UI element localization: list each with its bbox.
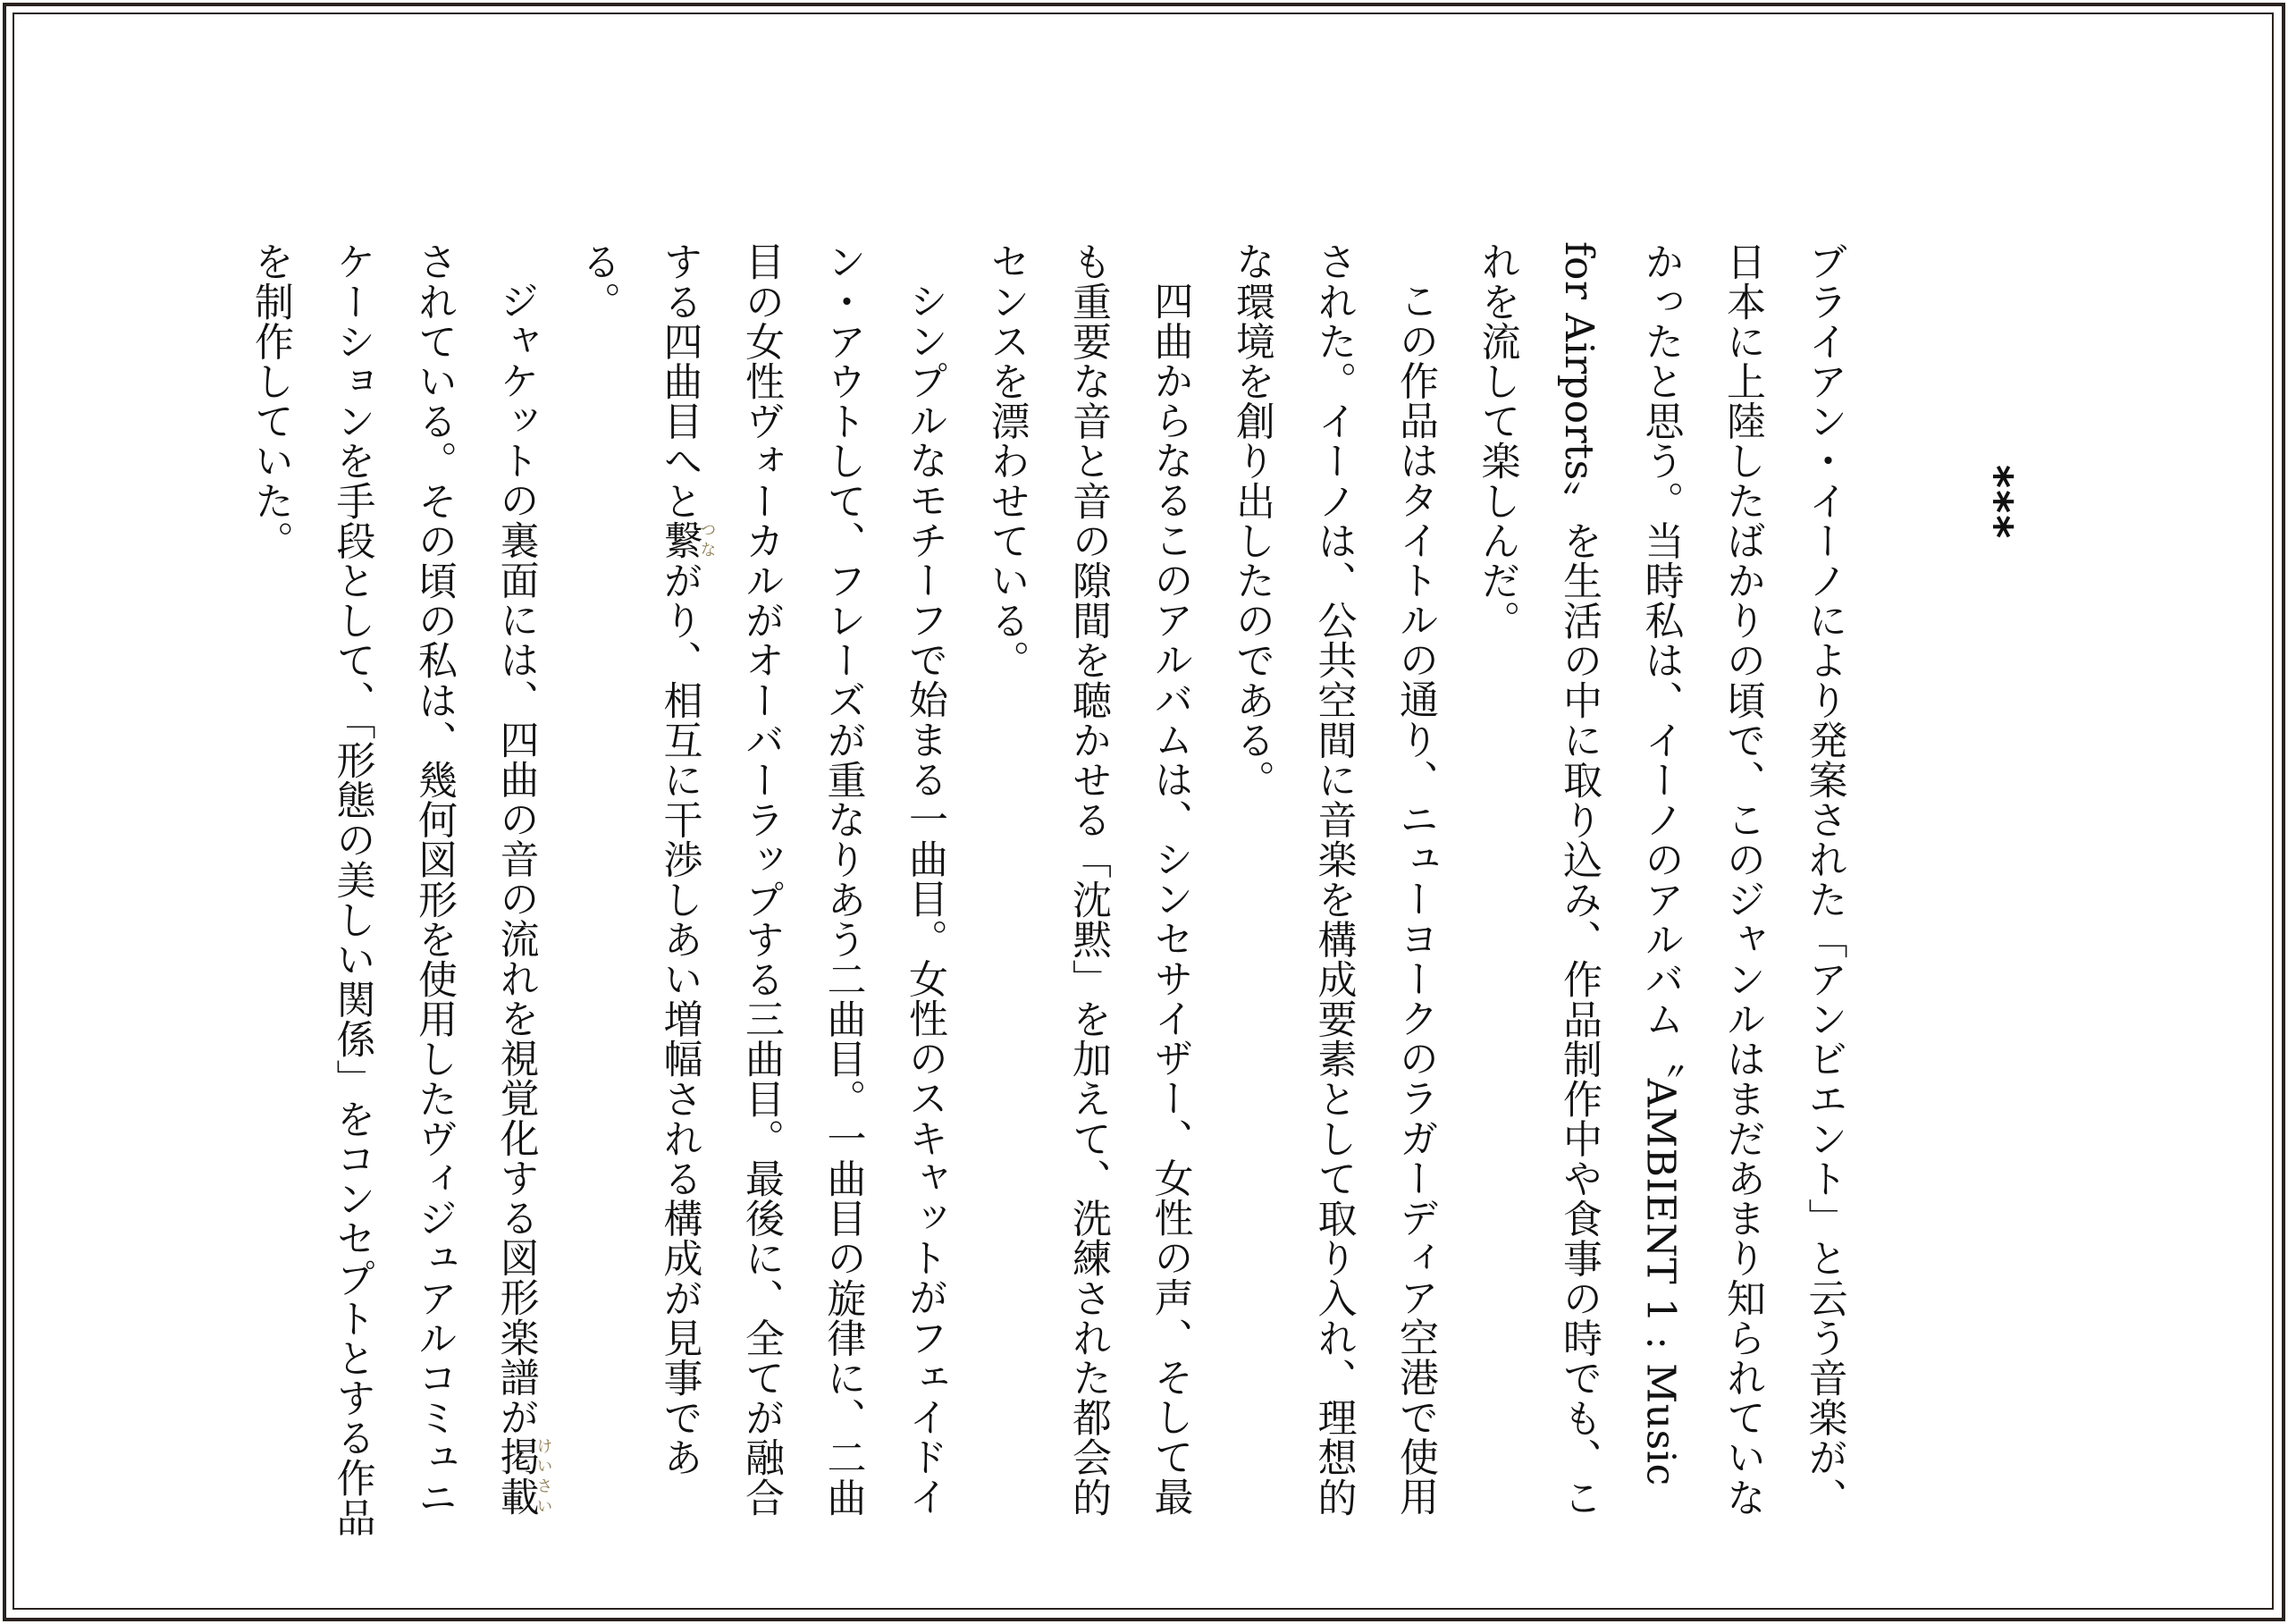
paragraph-text: シンプルなモチーフで始まる一曲目。女性のスキャットがフェイドイン・アウトして、フレーズが重なりあう二曲目。一曲目の旋律に、二曲目の女性ヴォーカルがオーバーラップする三曲目。最後に、全てが融合する四曲目へと [656, 241, 947, 1518]
vertical-text-body [248, 241, 2036, 1537]
body-paragraph [965, 241, 1211, 1537]
body-paragraph [1456, 241, 1865, 1537]
ruby-reading: つな [697, 520, 717, 560]
paragraph-text: この作品はタイトルの通り、ニューヨークのラガーディア空港で使用された。イーノは、公共空間に音楽を構成要素として取り入れ、理想的な環境を創り出したのである。 [1229, 241, 1438, 1518]
paragraph-text: がり、相互に干渉しあい増幅される構成が見事である。 [575, 241, 702, 1477]
body-paragraph [557, 241, 966, 1537]
paragraph-text: 四曲からなるこのアルバムは、シンセサイザー、女性の声、そして最も重要な音と音の隙間を聴かせる「沈黙」を加えて、洗練された都会的センスを漂わせている。 [983, 241, 1193, 1518]
ruby-reading: けいさい [534, 1436, 553, 1517]
ruby-word: 繋つな [656, 520, 717, 560]
body-paragraph [230, 241, 557, 1537]
section-break-mark: *** [1970, 465, 2022, 541]
paragraph-text: ジャケットの裏面には、四曲の音の流れを視覚化する図形楽譜が [492, 281, 539, 1437]
paragraph-text: されている。その頃の私は、幾何図形を使用したヴィジュアルコミュニケーションを手段として、「形態の美しい関係」をコンセプトとする作品を制作していた。 [248, 241, 457, 1537]
ruby-word: 掲載けいさい [492, 1436, 553, 1517]
body-paragraph [1211, 241, 1457, 1537]
paragraph-text: ブライアン・イーノにより発案された「アンビエント」と云う音楽が、日本に上陸したばかりの頃で、このジャンルはまだあまり知られていなかったと思う。当時私は、イーノのアルバム〝AMBIENT 1 : Music for Airports〟を生活の中に取り込み、作品制作中や食事の時でも、これを流して楽しんだ。 [1474, 241, 1847, 1518]
